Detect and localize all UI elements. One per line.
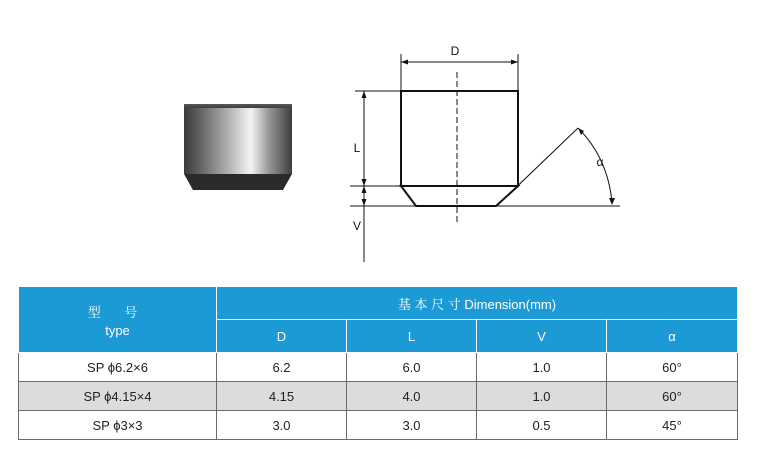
dimension-l-label: L — [353, 141, 361, 155]
cell-d: 3.0 — [217, 411, 347, 440]
cell-type: SP ϕ4.15×4 — [19, 382, 217, 411]
cell-alpha: 60° — [607, 353, 738, 382]
cell-v: 1.0 — [477, 382, 607, 411]
table-row — [19, 353, 738, 382]
type-header-en: type — [105, 322, 130, 338]
angle-label: α — [596, 155, 604, 169]
technical-drawing — [350, 54, 620, 262]
type-header-zh: 型 号 — [87, 304, 148, 320]
cell-d: 6.2 — [217, 353, 347, 382]
cell-alpha: 45° — [607, 411, 738, 440]
spec-table — [18, 286, 738, 440]
dimension-v-label: V — [352, 219, 362, 233]
cell-l: 4.0 — [347, 382, 477, 411]
dimension-d-label: D — [450, 44, 460, 58]
cell-type: SP ϕ3×3 — [19, 411, 217, 440]
cell-v: 0.5 — [477, 411, 607, 440]
cell-l: 3.0 — [347, 411, 477, 440]
cell-v: 1.0 — [477, 353, 607, 382]
column-header-l: L — [347, 320, 477, 353]
column-header-v: V — [477, 320, 607, 353]
cell-alpha: 60° — [607, 382, 738, 411]
cylinder-photo — [184, 104, 292, 190]
column-header-alpha: α — [607, 320, 738, 353]
table-row — [19, 411, 738, 440]
dimension-header: 基 本 尺 寸 Dimension(mm) — [217, 287, 738, 320]
table-row — [19, 382, 738, 411]
type-header — [19, 287, 217, 353]
cell-type: SP ϕ6.2×6 — [19, 353, 217, 382]
cell-d: 4.15 — [217, 382, 347, 411]
column-header-d: D — [217, 320, 347, 353]
cell-l: 6.0 — [347, 353, 477, 382]
